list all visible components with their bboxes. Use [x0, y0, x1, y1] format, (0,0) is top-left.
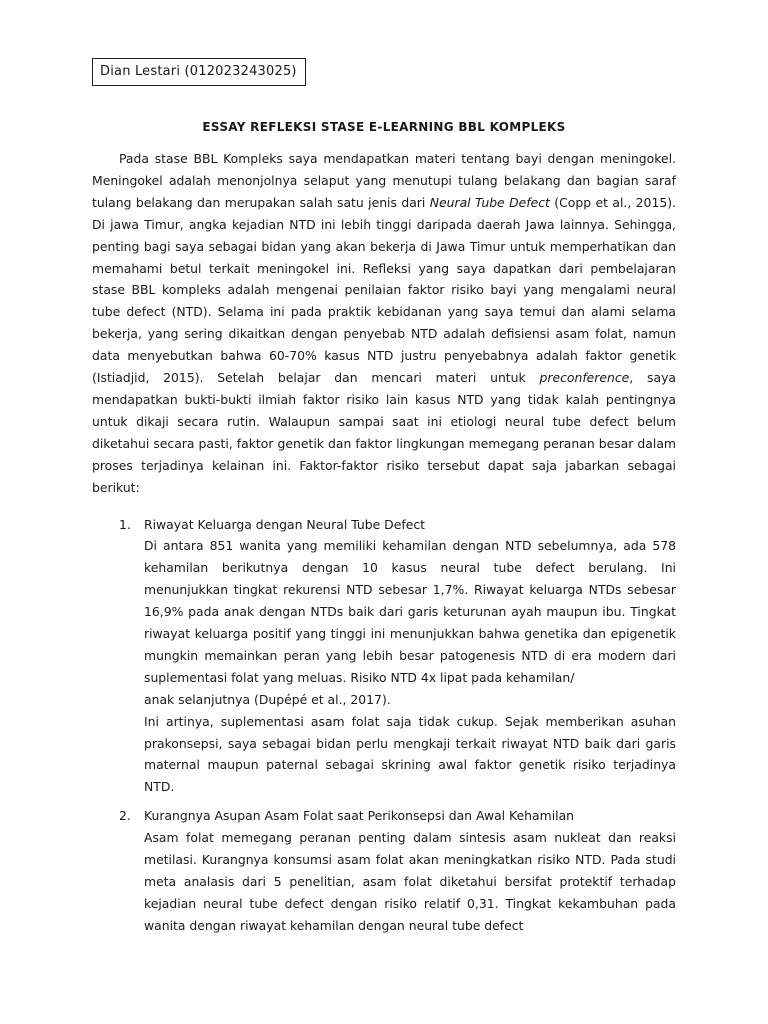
- intro-text-1: Pada stase BBL Kompleks saya mendapatkan materi tentang bayi dengan meningokel. Meningokel adalah menonjolnya selaput yang menutupi tulang belakang dan bagian saraf tulang belakang dan merupakan salah satu jenis dari: [92, 151, 676, 210]
- intro-text-3: , saya mendapatkan bukti-bukti ilmiah faktor risiko lain kasus NTD yang tidak kalah pentingnya untuk dikaji secara rutin. Walaupun sampai saat ini etiologi neural tube defect belum diketahui secara pasti, faktor genetik dan faktor lingkungan memegang peranan besar dalam proses terjadinya kelainan ini. Faktor-faktor risiko tersebut dapat saja jabarkan sebagai berikut:: [92, 370, 676, 495]
- list-item-heading: Riwayat Keluarga dengan Neural Tube Defect: [144, 516, 425, 532]
- list-item-paragraph: Di antara 851 wanita yang memiliki kehamilan dengan NTD sebelumnya, ada 578 kehamilan berikutnya dengan 10 kasus neural tube defect berulang. Ini menunjukkan tingkat rekurensi NTD sebesar 1,7%. Riwayat keluarga NTDs sebesar 16,9% pada anak dengan NTDs baik dari garis keturunan ayah maupun ibu. Tingkat riwayat keluarga positif yang tinggi ini menunjukkan bahwa genetika dan epigenetik mungkin memainkan peran yang lebih besar patogenesis NTD di era modern dari suplementasi folat yang meluas. Risiko NTD 4x lipat pada kehamilan/: [144, 538, 676, 685]
- intro-italic-preconference: preconference: [539, 370, 630, 386]
- list-item-paragraph: Ini artinya, suplementasi asam folat saja tidak cukup. Sejak memberikan asuhan prakonsepsi, saya sebagai bidan perlu mengkaji terkait riwayat NTD baik dari garis maternal maupun paternal sebagai skrining awal faktor genetik risiko terjadinya NTD.: [144, 713, 676, 795]
- intro-paragraph: [92, 148, 676, 499]
- essay-body: [92, 148, 676, 937]
- list-item: [92, 514, 676, 799]
- intro-text-2: (Copp et al., 2015). Di jawa Timur, angka kejadian NTD ini lebih tinggi daripada daerah Jawa lainnya. Sehingga, penting bagi saya sebagai bidan yang akan bekerja di Jawa Timur untuk memperhatikan dan memahami betul terkait meningokel ini. Refleksi yang saya dapatkan dari pembelajaran stase BBL kompleks adalah mengenai penilaian faktor risiko bayi yang mengalami neural tube defect (NTD). Selama ini pada praktik kebidanan yang saya temui dan alami selama bekerja, yang sering dikaitkan dengan penyebab NTD adalah defisiensi asam folat, namun data menyebutkan bahwa 60-70% kasus NTD justru penyebabnya adalah faktor genetik (Istiadjid, 2015). Setelah belajar dan mencari materi untuk: [92, 194, 676, 386]
- list-item-number: 2.: [119, 808, 131, 824]
- list-item-paragraph: Asam folat memegang peranan penting dalam sintesis asam nukleat dan reaksi metilasi. Kurangnya konsumsi asam folat akan meningkatkan risiko NTD. Pada studi meta analasis dari 5 penelitian, asam folat diketahui bersifat protektif terhadap kejadian neural tube defect dengan risiko relatif 0,31. Tingkat kekambuhan pada wanita dengan riwayat kehamilan dengan neural tube defect: [144, 830, 676, 933]
- list-item-number: 1.: [119, 516, 131, 532]
- intro-italic-neural-tube-defect: Neural Tube Defect: [429, 194, 550, 210]
- essay-title: ESSAY REFLEKSI STASE E-LEARNING BBL KOMPLEKS: [202, 120, 566, 134]
- list-item-heading: Kurangnya Asupan Asam Folat saat Perikonsepsi dan Awal Kehamilan: [144, 808, 575, 824]
- author-name-box: Dian Lestari (012023243025): [92, 58, 306, 86]
- list-item-paragraph-end: anak selanjutnya (Dupépé et al., 2017).: [144, 691, 391, 707]
- list-item: [92, 805, 676, 936]
- risk-factor-list: [92, 514, 676, 937]
